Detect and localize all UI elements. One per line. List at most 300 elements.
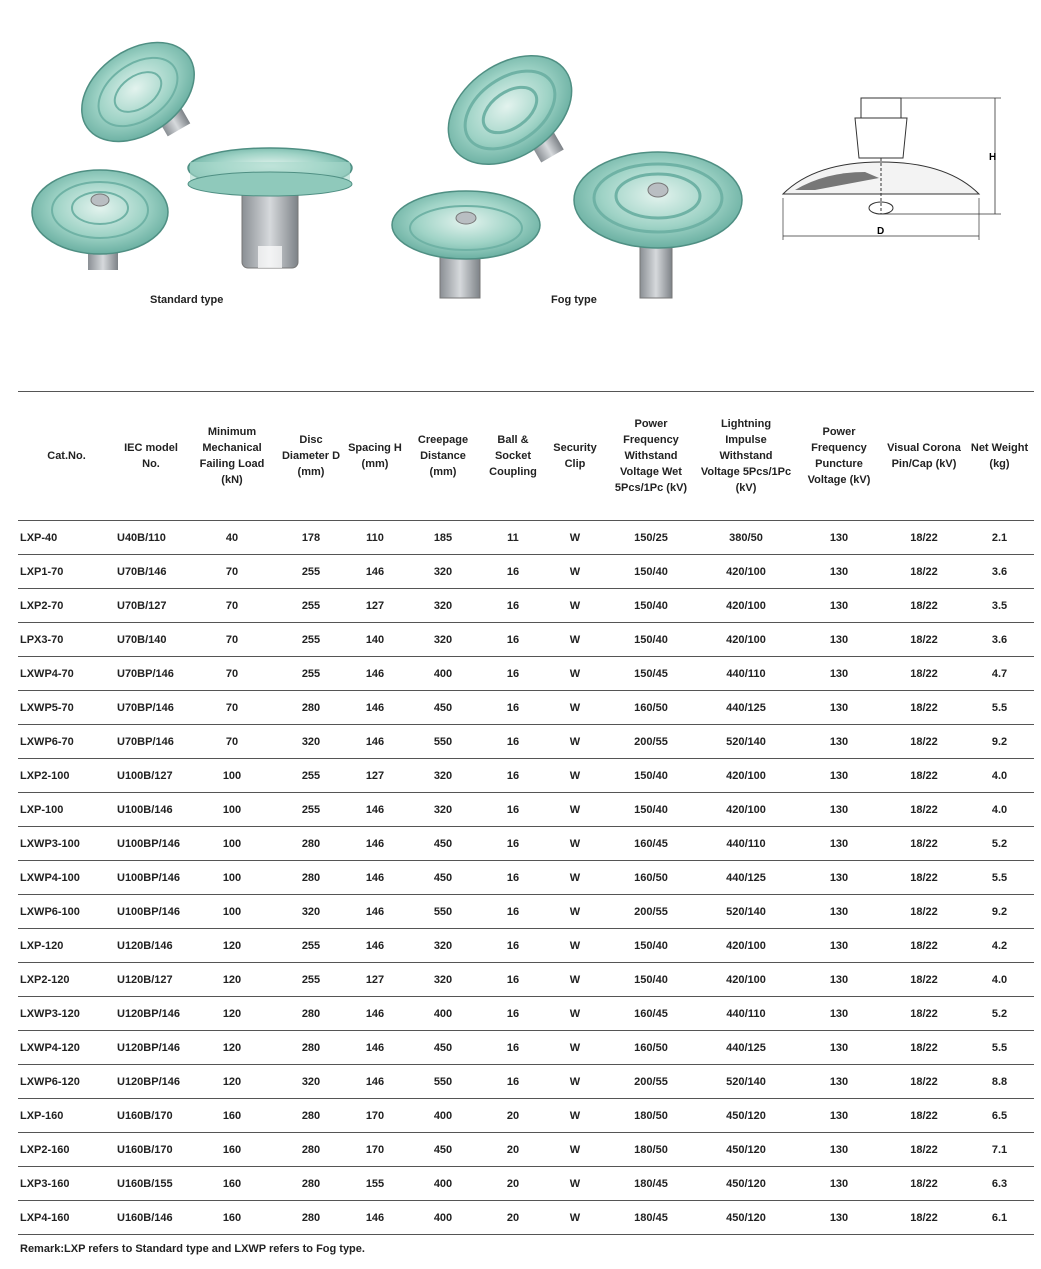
table-cell: 16 bbox=[481, 725, 545, 759]
table-cell: 11 bbox=[481, 521, 545, 555]
table-cell: U100BP/146 bbox=[115, 895, 187, 929]
table-cell: 100 bbox=[187, 793, 277, 827]
table-cell: 100 bbox=[187, 827, 277, 861]
table-cell: 130 bbox=[795, 657, 883, 691]
specification-table bbox=[18, 391, 1034, 1235]
table-cell: 280 bbox=[277, 1031, 345, 1065]
table-cell: 320 bbox=[405, 759, 481, 793]
table-cell: 146 bbox=[345, 691, 405, 725]
table-cell: 420/100 bbox=[697, 623, 795, 657]
table-cell: 20 bbox=[481, 1201, 545, 1235]
table-cell: LXWP4-100 bbox=[18, 861, 115, 895]
table-cell: 16 bbox=[481, 997, 545, 1031]
table-cell: LXWP4-70 bbox=[18, 657, 115, 691]
table-cell: U70B/140 bbox=[115, 623, 187, 657]
table-cell: 100 bbox=[187, 895, 277, 929]
table-cell: 5.2 bbox=[965, 827, 1034, 861]
remark-note: Remark:LXP refers to Standard type and LXWP refers to Fog type. bbox=[20, 1243, 365, 1255]
table-cell: 16 bbox=[481, 793, 545, 827]
table-cell: 150/40 bbox=[605, 793, 697, 827]
table-cell: LXWP3-100 bbox=[18, 827, 115, 861]
table-cell: 170 bbox=[345, 1133, 405, 1167]
table-cell: 18/22 bbox=[883, 691, 965, 725]
table-cell: 280 bbox=[277, 691, 345, 725]
table-cell: 16 bbox=[481, 1065, 545, 1099]
table-cell: 16 bbox=[481, 929, 545, 963]
table-cell: W bbox=[545, 1031, 605, 1065]
table-cell: 3.6 bbox=[965, 623, 1034, 657]
fog-insulator-top-view bbox=[574, 152, 742, 298]
table-cell: 320 bbox=[405, 623, 481, 657]
table-cell: 5.5 bbox=[965, 1031, 1034, 1065]
table-cell: 440/125 bbox=[697, 1031, 795, 1065]
column-header: Creepage Distance (mm) bbox=[405, 392, 481, 521]
table-cell: W bbox=[545, 623, 605, 657]
table-cell: 16 bbox=[481, 555, 545, 589]
table-cell: 130 bbox=[795, 963, 883, 997]
table-cell: 130 bbox=[795, 1167, 883, 1201]
table-cell: 380/50 bbox=[697, 521, 795, 555]
table-cell: 160/50 bbox=[605, 861, 697, 895]
table-cell: 180/50 bbox=[605, 1133, 697, 1167]
column-header: Visual Corona Pin/Cap (kV) bbox=[883, 392, 965, 521]
table-cell: 200/55 bbox=[605, 1065, 697, 1099]
table-cell: 440/125 bbox=[697, 691, 795, 725]
table-cell: 146 bbox=[345, 555, 405, 589]
table-cell: U70BP/146 bbox=[115, 691, 187, 725]
table-cell: 160 bbox=[187, 1201, 277, 1235]
table-cell: LXWP6-100 bbox=[18, 895, 115, 929]
table-cell: LXP4-160 bbox=[18, 1201, 115, 1235]
table-cell: 18/22 bbox=[883, 997, 965, 1031]
table-cell: 550 bbox=[405, 725, 481, 759]
table-row bbox=[18, 1031, 1034, 1065]
table-cell: 185 bbox=[405, 521, 481, 555]
table-cell: 420/100 bbox=[697, 589, 795, 623]
table-cell: 130 bbox=[795, 1133, 883, 1167]
diagram-label-h: H bbox=[989, 152, 997, 163]
table-cell: 3.6 bbox=[965, 555, 1034, 589]
table-row bbox=[18, 555, 1034, 589]
table-row bbox=[18, 997, 1034, 1031]
table-cell: 420/100 bbox=[697, 929, 795, 963]
table-cell: 18/22 bbox=[883, 861, 965, 895]
table-cell: 18/22 bbox=[883, 725, 965, 759]
table-cell: 146 bbox=[345, 1201, 405, 1235]
table-cell: 146 bbox=[345, 1065, 405, 1099]
table-cell: 18/22 bbox=[883, 1201, 965, 1235]
table-cell: 160/50 bbox=[605, 691, 697, 725]
table-cell: 320 bbox=[405, 963, 481, 997]
table-cell: 127 bbox=[345, 963, 405, 997]
table-cell: 16 bbox=[481, 963, 545, 997]
table-cell: 120 bbox=[187, 929, 277, 963]
table-cell: 160 bbox=[187, 1133, 277, 1167]
column-header: Net Weight (kg) bbox=[965, 392, 1034, 521]
table-cell: 20 bbox=[481, 1167, 545, 1201]
table-row bbox=[18, 929, 1034, 963]
table-cell: W bbox=[545, 1133, 605, 1167]
table-cell: 170 bbox=[345, 1099, 405, 1133]
table-cell: 3.5 bbox=[965, 589, 1034, 623]
table-cell: 70 bbox=[187, 623, 277, 657]
table-cell: W bbox=[545, 997, 605, 1031]
table-cell: 520/140 bbox=[697, 895, 795, 929]
table-cell: W bbox=[545, 1167, 605, 1201]
table-cell: 4.0 bbox=[965, 759, 1034, 793]
table-cell: U120B/127 bbox=[115, 963, 187, 997]
table-cell: 16 bbox=[481, 1031, 545, 1065]
table-cell: 320 bbox=[405, 589, 481, 623]
table-cell: U100B/127 bbox=[115, 759, 187, 793]
table-cell: 16 bbox=[481, 759, 545, 793]
fog-type-caption: Fog type bbox=[551, 294, 597, 306]
table-cell: 70 bbox=[187, 691, 277, 725]
standard-type-caption: Standard type bbox=[150, 294, 224, 306]
column-header: IEC model No. bbox=[115, 392, 187, 521]
table-cell: 110 bbox=[345, 521, 405, 555]
table-cell: 178 bbox=[277, 521, 345, 555]
table-cell: LXWP3-120 bbox=[18, 997, 115, 1031]
table-cell: 100 bbox=[187, 759, 277, 793]
table-cell: LXWP4-120 bbox=[18, 1031, 115, 1065]
table-cell: 520/140 bbox=[697, 725, 795, 759]
column-header: Power Frequency Withstand Voltage Wet 5Pcs/1Pc (kV) bbox=[605, 392, 697, 521]
table-cell: W bbox=[545, 691, 605, 725]
table-cell: 4.7 bbox=[965, 657, 1034, 691]
table-cell: 130 bbox=[795, 691, 883, 725]
table-cell: 6.1 bbox=[965, 1201, 1034, 1235]
table-cell: 9.2 bbox=[965, 725, 1034, 759]
table-cell: 130 bbox=[795, 1099, 883, 1133]
table-row bbox=[18, 861, 1034, 895]
table-row bbox=[18, 963, 1034, 997]
table-cell: 130 bbox=[795, 861, 883, 895]
table-cell: W bbox=[545, 963, 605, 997]
table-cell: U40B/110 bbox=[115, 521, 187, 555]
diagram-label-d: D bbox=[877, 226, 885, 237]
table-cell: W bbox=[545, 589, 605, 623]
table-cell: LXP2-70 bbox=[18, 589, 115, 623]
table-cell: 520/140 bbox=[697, 1065, 795, 1099]
table-cell: 5.5 bbox=[965, 691, 1034, 725]
table-cell: W bbox=[545, 1201, 605, 1235]
standard-insulator-tilted bbox=[63, 22, 213, 162]
table-cell: 127 bbox=[345, 759, 405, 793]
table-cell: U120BP/146 bbox=[115, 997, 187, 1031]
table-cell: 130 bbox=[795, 827, 883, 861]
table-cell: 150/25 bbox=[605, 521, 697, 555]
table-cell: 20 bbox=[481, 1099, 545, 1133]
table-cell: 160 bbox=[187, 1099, 277, 1133]
table-cell: 320 bbox=[405, 555, 481, 589]
table-cell: LXP2-160 bbox=[18, 1133, 115, 1167]
table-cell: 127 bbox=[345, 589, 405, 623]
table-cell: 18/22 bbox=[883, 555, 965, 589]
table-cell: W bbox=[545, 555, 605, 589]
table-cell: 18/22 bbox=[883, 963, 965, 997]
table-cell: 18/22 bbox=[883, 623, 965, 657]
table-cell: W bbox=[545, 895, 605, 929]
fog-insulator-side-view bbox=[392, 191, 540, 298]
table-cell: 16 bbox=[481, 657, 545, 691]
table-cell: 130 bbox=[795, 555, 883, 589]
table-cell: 400 bbox=[405, 657, 481, 691]
table-cell: 450 bbox=[405, 1133, 481, 1167]
table-row bbox=[18, 725, 1034, 759]
standard-insulator-side-view bbox=[188, 148, 352, 268]
table-cell: 146 bbox=[345, 929, 405, 963]
table-cell: 450 bbox=[405, 861, 481, 895]
table-cell: 4.0 bbox=[965, 963, 1034, 997]
dimension-drawing bbox=[775, 88, 1005, 248]
table-cell: 255 bbox=[277, 759, 345, 793]
column-header: Power Frequency Puncture Voltage (kV) bbox=[795, 392, 883, 521]
table-cell: 450 bbox=[405, 827, 481, 861]
table-row bbox=[18, 657, 1034, 691]
table-cell: W bbox=[545, 657, 605, 691]
table-cell: 280 bbox=[277, 1201, 345, 1235]
table-row bbox=[18, 589, 1034, 623]
table-cell: 420/100 bbox=[697, 793, 795, 827]
table-cell: LXP2-100 bbox=[18, 759, 115, 793]
table-cell: U70B/146 bbox=[115, 555, 187, 589]
table-cell: 320 bbox=[405, 793, 481, 827]
table-cell: 18/22 bbox=[883, 929, 965, 963]
table-cell: 280 bbox=[277, 1133, 345, 1167]
table-cell: 16 bbox=[481, 827, 545, 861]
table-cell: 160 bbox=[187, 1167, 277, 1201]
table-cell: W bbox=[545, 759, 605, 793]
table-cell: U70BP/146 bbox=[115, 657, 187, 691]
table-cell: 255 bbox=[277, 657, 345, 691]
table-cell: 400 bbox=[405, 1201, 481, 1235]
table-cell: 130 bbox=[795, 1031, 883, 1065]
table-cell: 150/40 bbox=[605, 555, 697, 589]
table-cell: 255 bbox=[277, 589, 345, 623]
table-cell: 16 bbox=[481, 895, 545, 929]
table-cell: U160B/170 bbox=[115, 1133, 187, 1167]
table-cell: 320 bbox=[405, 929, 481, 963]
table-cell: 150/40 bbox=[605, 589, 697, 623]
column-header: Minimum Mechanical Failing Load (kN) bbox=[187, 392, 277, 521]
column-header: Security Clip bbox=[545, 392, 605, 521]
column-header: Ball & Socket Coupling bbox=[481, 392, 545, 521]
table-cell: 320 bbox=[277, 895, 345, 929]
table-cell: 450/120 bbox=[697, 1099, 795, 1133]
table-cell: U70B/127 bbox=[115, 589, 187, 623]
table-cell: 18/22 bbox=[883, 589, 965, 623]
table-cell: 420/100 bbox=[697, 759, 795, 793]
table-cell: 450/120 bbox=[697, 1133, 795, 1167]
table-cell: W bbox=[545, 793, 605, 827]
specification-table-wrapper bbox=[18, 391, 1034, 1235]
table-cell: 146 bbox=[345, 895, 405, 929]
table-cell: 280 bbox=[277, 1099, 345, 1133]
table-header-row bbox=[18, 392, 1034, 521]
table-cell: U160B/146 bbox=[115, 1201, 187, 1235]
table-row bbox=[18, 623, 1034, 657]
table-row bbox=[18, 1201, 1034, 1235]
table-cell: 550 bbox=[405, 1065, 481, 1099]
table-cell: 120 bbox=[187, 1031, 277, 1065]
table-cell: 400 bbox=[405, 997, 481, 1031]
table-cell: 146 bbox=[345, 861, 405, 895]
table-cell: 150/40 bbox=[605, 623, 697, 657]
table-cell: 18/22 bbox=[883, 1031, 965, 1065]
table-cell: LXP-100 bbox=[18, 793, 115, 827]
table-cell: 70 bbox=[187, 589, 277, 623]
table-cell: 146 bbox=[345, 657, 405, 691]
table-cell: 130 bbox=[795, 895, 883, 929]
table-cell: 4.2 bbox=[965, 929, 1034, 963]
table-cell: 280 bbox=[277, 861, 345, 895]
table-cell: W bbox=[545, 929, 605, 963]
table-cell: U120BP/146 bbox=[115, 1031, 187, 1065]
table-cell: 20 bbox=[481, 1133, 545, 1167]
table-cell: 255 bbox=[277, 623, 345, 657]
table-cell: U70BP/146 bbox=[115, 725, 187, 759]
table-cell: 18/22 bbox=[883, 521, 965, 555]
table-cell: 18/22 bbox=[883, 1065, 965, 1099]
table-cell: 450 bbox=[405, 691, 481, 725]
table-cell: 130 bbox=[795, 725, 883, 759]
table-cell: 450 bbox=[405, 1031, 481, 1065]
table-cell: 16 bbox=[481, 861, 545, 895]
table-cell: 400 bbox=[405, 1167, 481, 1201]
table-cell: 255 bbox=[277, 963, 345, 997]
table-cell: 150/45 bbox=[605, 657, 697, 691]
table-cell: 440/110 bbox=[697, 657, 795, 691]
table-cell: 420/100 bbox=[697, 963, 795, 997]
table-cell: LXWP6-70 bbox=[18, 725, 115, 759]
table-cell: 18/22 bbox=[883, 657, 965, 691]
table-cell: 440/125 bbox=[697, 861, 795, 895]
table-cell: 18/22 bbox=[883, 1167, 965, 1201]
table-cell: 200/55 bbox=[605, 895, 697, 929]
table-cell: 180/45 bbox=[605, 1167, 697, 1201]
table-cell: 100 bbox=[187, 861, 277, 895]
table-cell: 150/40 bbox=[605, 963, 697, 997]
dimension-diagram bbox=[775, 88, 1005, 253]
fog-insulator-tilted bbox=[428, 33, 592, 186]
table-cell: LXP-160 bbox=[18, 1099, 115, 1133]
table-cell: U160B/170 bbox=[115, 1099, 187, 1133]
table-cell: 130 bbox=[795, 759, 883, 793]
table-cell: 120 bbox=[187, 1065, 277, 1099]
table-row bbox=[18, 759, 1034, 793]
table-cell: U100BP/146 bbox=[115, 861, 187, 895]
table-cell: 70 bbox=[187, 725, 277, 759]
table-cell: 130 bbox=[795, 521, 883, 555]
table-row bbox=[18, 1065, 1034, 1099]
table-cell: 450/120 bbox=[697, 1167, 795, 1201]
table-cell: 130 bbox=[795, 623, 883, 657]
table-cell: U120B/146 bbox=[115, 929, 187, 963]
table-cell: 280 bbox=[277, 827, 345, 861]
table-cell: LXP1-70 bbox=[18, 555, 115, 589]
table-cell: 255 bbox=[277, 929, 345, 963]
table-cell: 440/110 bbox=[697, 827, 795, 861]
table-cell: LXWP5-70 bbox=[18, 691, 115, 725]
standard-insulator-top-view bbox=[32, 170, 168, 270]
table-cell: 70 bbox=[187, 555, 277, 589]
table-cell: 320 bbox=[277, 1065, 345, 1099]
table-cell: 8.8 bbox=[965, 1065, 1034, 1099]
table-cell: U120BP/146 bbox=[115, 1065, 187, 1099]
table-cell: 130 bbox=[795, 1201, 883, 1235]
table-cell: W bbox=[545, 861, 605, 895]
table-cell: 280 bbox=[277, 1167, 345, 1201]
table-cell: 18/22 bbox=[883, 793, 965, 827]
table-cell: LXWP6-120 bbox=[18, 1065, 115, 1099]
table-row bbox=[18, 1133, 1034, 1167]
table-cell: 160/45 bbox=[605, 827, 697, 861]
column-header: Cat.No. bbox=[18, 392, 115, 521]
table-cell: LXP-40 bbox=[18, 521, 115, 555]
table-cell: 130 bbox=[795, 1065, 883, 1099]
table-row bbox=[18, 691, 1034, 725]
table-cell: 200/55 bbox=[605, 725, 697, 759]
table-row bbox=[18, 1167, 1034, 1201]
table-cell: 7.1 bbox=[965, 1133, 1034, 1167]
column-header: Lightning Impulse Withstand Voltage 5Pcs/1Pc (kV) bbox=[697, 392, 795, 521]
table-cell: 180/50 bbox=[605, 1099, 697, 1133]
table-cell: 160/50 bbox=[605, 1031, 697, 1065]
table-cell: 146 bbox=[345, 725, 405, 759]
table-cell: 9.2 bbox=[965, 895, 1034, 929]
table-cell: LXP2-120 bbox=[18, 963, 115, 997]
table-cell: 18/22 bbox=[883, 895, 965, 929]
table-cell: U160B/155 bbox=[115, 1167, 187, 1201]
table-cell: LXP3-160 bbox=[18, 1167, 115, 1201]
table-cell: 400 bbox=[405, 1099, 481, 1133]
table-cell: W bbox=[545, 1065, 605, 1099]
table-cell: 2.1 bbox=[965, 521, 1034, 555]
table-row bbox=[18, 793, 1034, 827]
table-cell: 140 bbox=[345, 623, 405, 657]
table-row bbox=[18, 1099, 1034, 1133]
table-row bbox=[18, 827, 1034, 861]
table-cell: 120 bbox=[187, 997, 277, 1031]
table-cell: 160/45 bbox=[605, 997, 697, 1031]
table-cell: 5.5 bbox=[965, 861, 1034, 895]
table-cell: 18/22 bbox=[883, 1099, 965, 1133]
table-cell: 150/40 bbox=[605, 929, 697, 963]
table-cell: 550 bbox=[405, 895, 481, 929]
column-header: Disc Diameter D (mm) bbox=[277, 392, 345, 521]
table-cell: 180/45 bbox=[605, 1201, 697, 1235]
table-cell: 146 bbox=[345, 997, 405, 1031]
table-cell: 280 bbox=[277, 997, 345, 1031]
table-cell: 120 bbox=[187, 963, 277, 997]
table-body bbox=[18, 521, 1034, 1235]
table-cell: 40 bbox=[187, 521, 277, 555]
table-cell: 18/22 bbox=[883, 1133, 965, 1167]
table-cell: LPX3-70 bbox=[18, 623, 115, 657]
table-cell: 16 bbox=[481, 623, 545, 657]
table-cell: 16 bbox=[481, 691, 545, 725]
table-cell: 4.0 bbox=[965, 793, 1034, 827]
table-cell: W bbox=[545, 827, 605, 861]
table-cell: 146 bbox=[345, 793, 405, 827]
table-cell: U100B/146 bbox=[115, 793, 187, 827]
table-cell: U100BP/146 bbox=[115, 827, 187, 861]
table-cell: 255 bbox=[277, 793, 345, 827]
table-cell: W bbox=[545, 1099, 605, 1133]
table-cell: 450/120 bbox=[697, 1201, 795, 1235]
table-cell: 146 bbox=[345, 1031, 405, 1065]
